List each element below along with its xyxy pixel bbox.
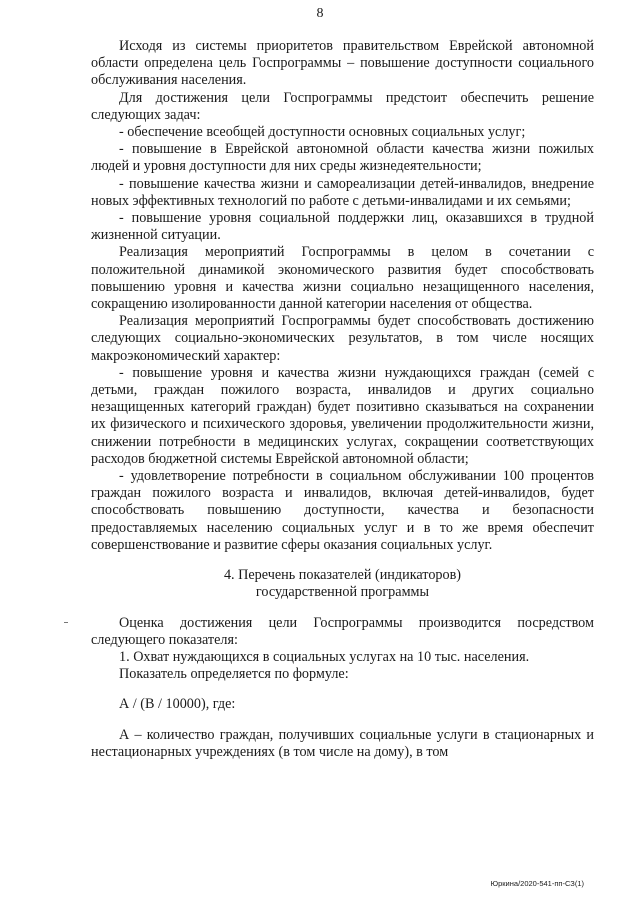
- list-item: 1. Охват нуждающихся в социальных услугах на 10 тыс. населения.: [119, 648, 530, 665]
- section-heading-line-1: 4. Перечень показателей (индикаторов): [223, 567, 462, 584]
- spacer: [91, 602, 594, 615]
- paragraph: Реализация мероприятий Госпрограммы в целом в сочетании с положительной динамикой экономического развития будет способствовать повышению уровня и качества жизни социально незащищенного населения, сокращению изолированности данной категории населения от общества.: [91, 244, 594, 313]
- paragraph: Реализация мероприятий Госпрограммы будет способствовать достижению следующих социально-экономических результатов, в том числе носящих макроэкономический характер:: [91, 313, 594, 364]
- spacer: [91, 683, 594, 696]
- formula: А / (В / 10000), где:: [119, 696, 236, 713]
- paragraph: Для достижения цели Госпрограммы предстоит обеспечить решение следующих задач:: [91, 89, 594, 123]
- margin-mark: [64, 622, 68, 623]
- paragraph: А – количество граждан, получивших социальные услуги в стационарных и нестационарных учреждениях (в том числе на дому), в том: [91, 726, 594, 760]
- document-body: [91, 38, 594, 761]
- list-item: - удовлетворение потребности в социальном обслуживании 100 процентов граждан пожилого возраста и инвалидов, включая детей-инвалидов, будет способствовать повышению доступности, качества и безопасности предоставляемых населению социальных услуг и в то же время обеспечит совершенствование и развитие сферы оказания социальных услуг.: [91, 468, 594, 553]
- document-footer-id: Юркина/2020-541-пп-СЗ(1): [490, 879, 584, 888]
- paragraph: Оценка достижения цели Госпрограммы производится посредством следующего показателя:: [91, 614, 594, 648]
- spacer: [91, 714, 594, 727]
- page-number: 8: [316, 6, 324, 21]
- list-item: - повышение в Еврейской автономной области качества жизни пожилых людей и уровня доступности для них среды жизнедеятельности;: [91, 141, 594, 175]
- spacer: [91, 554, 594, 567]
- list-item: - повышение уровня и качества жизни нуждающихся граждан (семей с детьми, граждан пожилого возраста, инвалидов и других социально незащищенных категорий граждан) будет позитивно сказываться на сохранении их физического и психического здоровья, увеличении продолжительности жизни, снижении потребности в медицинских услугах, сокращении соответствующих расходов бюджетной системы Еврейской автономной области;: [91, 364, 594, 467]
- list-item: - повышение качества жизни и самореализации детей-инвалидов, внедрение новых эффективных технологий по работе с детьми-инвалидами и их семьями;: [91, 175, 594, 209]
- list-item: - обеспечение всеобщей доступности основных социальных услуг;: [119, 124, 526, 141]
- paragraph: Исходя из системы приоритетов правительством Еврейской автономной области определена цель Госпрограммы – повышение доступности социального обслуживания населения.: [91, 38, 594, 89]
- list-item: - повышение уровня социальной поддержки лиц, оказавшихся в трудной жизненной ситуации.: [91, 210, 594, 244]
- paragraph: Показатель определяется по формуле:: [119, 666, 349, 683]
- section-heading-line-2: государственной программы: [255, 584, 430, 601]
